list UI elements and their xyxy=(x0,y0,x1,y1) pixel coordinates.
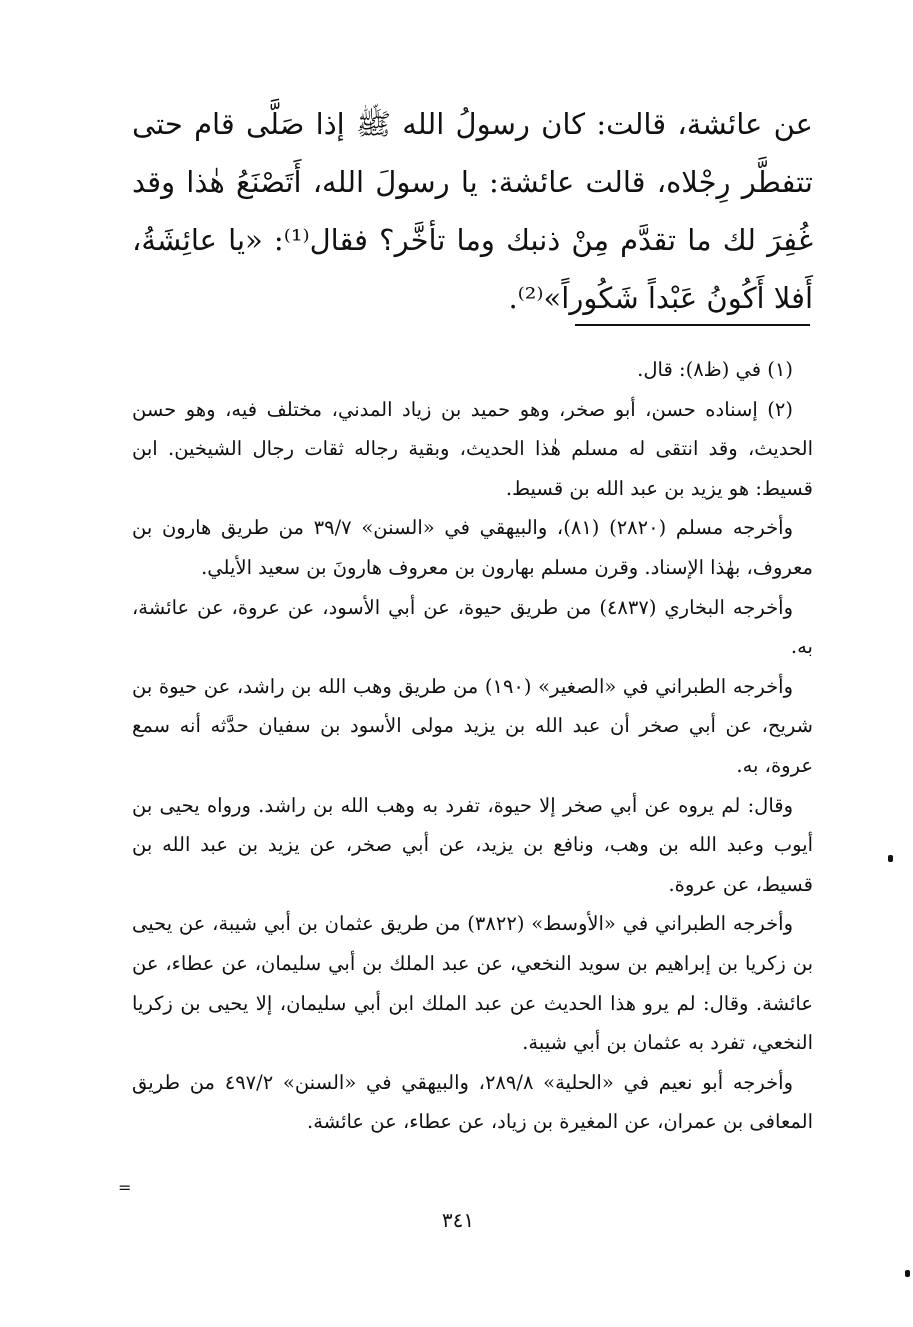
page-number: ٣٤١ xyxy=(441,1208,475,1232)
footnote-2: (٢) إسناده حسن، أبو صخر، وهو حميد بن زياد المدني، مختلف فيه، وهو حسن الحديث، وقد انتقى له مسلم هٰذا الحديث، وبقية رجاله ثقات رجال الشيخين. ابن قسيط: هو يزيد بن عبد الله بن قسيط. xyxy=(132,397,813,500)
hadith-text: عن عائشة، قالت: كان رسولُ الله ﷺ إذا صَلَّى قام حتى تتفطَّر رِجْلاه، قالت عائشة: يا رسولَ الله، أَتَصْنَعُ هٰذا وقد غُفِرَ لك ما تقدَّم مِنْ ذنبك وما تأخَّر؟ فقال⁽¹⁾: «يا عائِشَةُ، أَفلا أَكُونُ عَبْداً شَكُوراً»⁽²⁾. xyxy=(132,107,813,315)
main-text-block xyxy=(132,95,813,327)
footnote-1: (١) في (ظ٨): قال. xyxy=(637,358,793,381)
footnote-paragraph: وأخرجه الطبراني في «الأوسط» (٣٨٢٢) من طريق عثمان بن أبي شيبة، عن يحيى بن زكريا بن إبراهيم بن سويد النخعي، عن عبد الملك بن أبي سليمان، عن عطاء، عن عائشة. وقال: لم يرو هذا الحديث عن عبد الملك ابن أبي سليمان، إلا يحيى بن زكريا النخعي، تفرد به عثمان بن أبي شيبة. xyxy=(132,912,813,1055)
footnote-paragraph: وأخرجه مسلم (٢٨٢٠) (٨١)، والبيهقي في «السنن» ٣٩/٧ من طريق هارون بن معروف، بهٰذا الإسناد. وقرن مسلم بهارون بن معروف هارونَ بن سعيد الأيلي. xyxy=(132,516,813,579)
footnote-separator xyxy=(575,324,810,326)
margin-dot xyxy=(888,855,893,862)
footnotes-section xyxy=(132,350,813,1142)
footnote-paragraph: وأخرجه أبو نعيم في «الحلية» ٢٨٩/٨، والبيهقي في «السنن» ٤٩٧/٢ من طريق المعافى بن عمران، عن المغيرة بن زياد، عن عطاء، عن عائشة. xyxy=(132,1070,813,1134)
footnote-paragraph: وقال: لم يروه عن أبي صخر إلا حيوة، تفرد به وهب الله بن راشد. ورواه يحيى بن أيوب وعبد الله بن وهب، ونافع بن يزيد، عن أبي صخر، عن يزيد بن عبد الله بن قسيط، عن عروة. xyxy=(132,793,813,896)
continuation-mark: = xyxy=(118,1178,132,1197)
footnote-paragraph: وأخرجه الطبراني في «الصغير» (١٩٠) من طريق وهب الله بن راشد، عن حيوة بن شريح، عن أبي صخر أن عبد الله بن يزيد مولى الأسود بن سفيان حدَّثه أنه سمع عروة، به. xyxy=(132,674,813,777)
footnote-paragraph: وأخرجه البخاري (٤٨٣٧) من طريق حيوة، عن أبي الأسود، عن عروة، عن عائشة، به. xyxy=(132,595,813,659)
margin-dot xyxy=(905,1270,910,1277)
